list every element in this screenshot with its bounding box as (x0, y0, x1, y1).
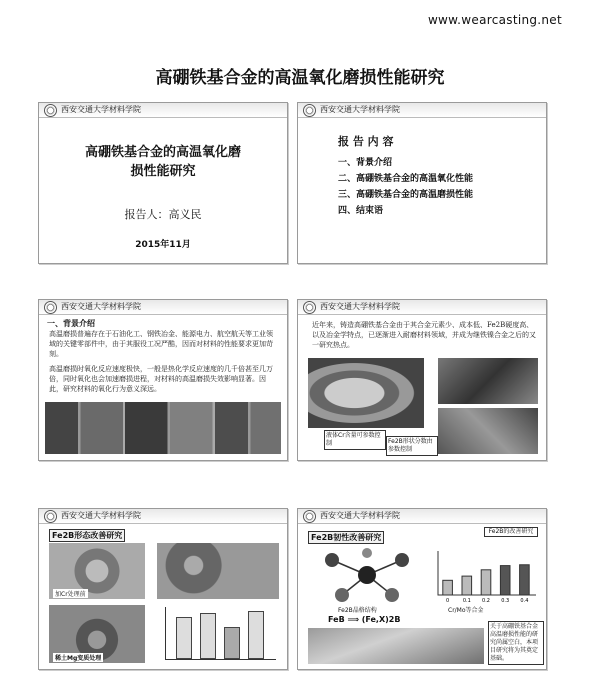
slide-1 (38, 102, 288, 264)
chart-bar (443, 580, 453, 595)
chart-tick-label: 0.2 (482, 598, 490, 603)
chart-tick-label: 0.3 (501, 598, 510, 603)
slide1-title: 高硼铁基合金的高温氧化磨 损性能研究 (84, 145, 241, 179)
outline-list (338, 155, 473, 219)
report-date: 2015年11月 (135, 240, 191, 250)
slide-6 (297, 508, 547, 670)
slide-4 (297, 299, 547, 461)
section-heading: Fe2B形态改善研究 (49, 529, 125, 542)
university-logo (303, 104, 316, 117)
chart-xlabel: Cr/Mo等合金 (448, 607, 484, 614)
slide-header (39, 509, 287, 524)
university-name: 西安交通大学材料学院 (61, 105, 141, 114)
chart-bar (500, 566, 510, 595)
research-box: Fe2B的改善研究 (484, 527, 538, 537)
chart-bar (462, 576, 472, 595)
outline-item: 一、背景介绍 (338, 158, 393, 168)
industry-photo-strip (45, 402, 281, 454)
fracture-toughness-chart (430, 547, 538, 603)
background-paragraph-1: 高温磨损普遍存在于石油化工、钢铁冶金、能源电力、航空航天等工业领域的关键零部件中，由于其服役工况严酷，因而对材料的性能要求更加苛刻。 (49, 330, 273, 358)
university-logo (44, 301, 57, 314)
chart-bar (481, 570, 491, 595)
chart-bar (200, 613, 216, 659)
callout-cr-content: 液体Cr含量可参数控制 (324, 430, 386, 450)
document-title: 高硼铁基合金的高温氧化磨损性能研究 (155, 68, 445, 88)
university-name: 西安交通大学材料学院 (320, 302, 400, 311)
university-logo (303, 301, 316, 314)
chart-bar (248, 611, 264, 659)
intro-paragraph: 近年来，铸造高硼铁基合金由于其合金元素少、成本低、Fe2B硬度高、以及冶金学特点，已逐渐进入耐磨材料领域，并成为继铁镍合金之后的又一研究热点。 (312, 321, 536, 349)
slide-header (298, 300, 546, 315)
slide-2 (297, 102, 547, 264)
slide-3 (38, 299, 288, 461)
university-name: 西安交通大学材料学院 (320, 105, 400, 114)
microstructure-photo (308, 358, 424, 428)
outline-item: 四、结束语 (338, 206, 384, 216)
conclusion-box: 关于高硼铁基合金高温磨损性能的研究尚属空白，本项目研究将为其奠定基础。 (488, 621, 544, 665)
chart-bar (224, 627, 240, 659)
university-logo (303, 510, 316, 523)
outline-item: 二、高硼铁基合金的高温氧化性能 (338, 174, 474, 184)
university-name: 西安交通大学材料学院 (320, 511, 400, 520)
slide-header (298, 509, 546, 524)
micrograph-caption: 加Cr处理前 (55, 591, 86, 598)
university-logo (44, 104, 57, 117)
chart-bar (520, 565, 530, 595)
micrograph-caption: 稀土Mg变质处理 (55, 655, 102, 662)
section-heading: Fe2B韧性改善研究 (308, 531, 384, 544)
wear-surface-photo (308, 628, 484, 664)
molecule-caption: Fe2B晶格结构 (338, 607, 377, 614)
callout-fe2b-fraction: Fe2B形状分数由参数控制 (386, 436, 438, 456)
slide-header (39, 300, 287, 315)
chart-tick-label: 0 (446, 598, 450, 603)
chart-tick-label: 0.4 (520, 598, 529, 603)
chart-tick-label: 0.1 (462, 598, 471, 603)
chart-bar (176, 617, 192, 659)
slide-header (298, 103, 546, 118)
slide-header (39, 103, 287, 118)
section-heading: 一、背景介绍 (47, 319, 95, 328)
hardness-bar-chart (165, 607, 276, 660)
slide-5 (38, 508, 288, 670)
transformation-formula: FeB ⟹ (Fe,X)2B (328, 615, 401, 624)
outline-heading: 报 告 内 容 (338, 135, 394, 148)
microstructure-photo (438, 358, 538, 404)
university-name: 西安交通大学材料学院 (61, 302, 141, 311)
microstructure-photo (438, 408, 538, 454)
university-name: 西安交通大学材料学院 (61, 511, 141, 520)
background-paragraph-2: 高温磨损时氧化反应速度极快，一般是热化学反应速度的几千倍甚至几万倍，同时氧化也会加速磨损进程，对材料的高温磨损失效影响显著。因此，研究材料的氧化行为意义深远。 (49, 365, 273, 393)
micrograph-after (157, 543, 279, 599)
outline-item: 三、高硼铁基合金的高温磨损性能 (338, 190, 474, 200)
site-url: www.wearcasting.net (427, 13, 562, 27)
university-logo (44, 510, 57, 523)
molecular-model (312, 545, 422, 607)
reporter: 报告人：高义民 (124, 208, 202, 221)
